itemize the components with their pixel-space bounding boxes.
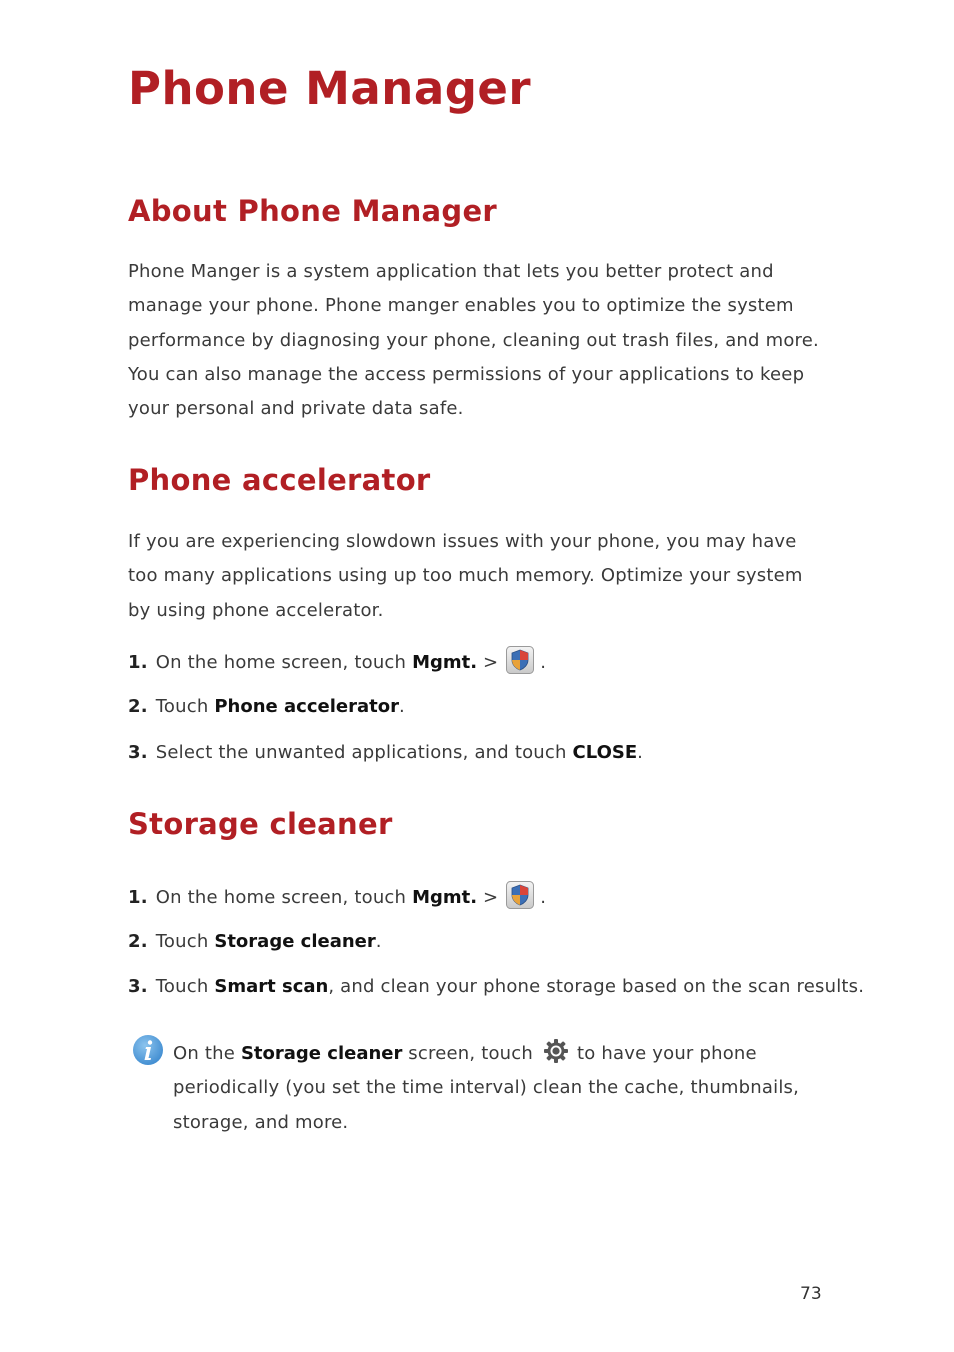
- step-text: On the home screen, touch: [155, 652, 413, 673]
- step-text-end: .: [540, 652, 547, 673]
- section-heading-accelerator: Phone accelerator: [128, 463, 431, 497]
- step-text-suffix: >: [477, 887, 499, 908]
- step-number: 2.: [128, 931, 148, 952]
- note-text-post: to have your phone periodically (you set the time interval) clean the cache, thumbnails, storage, and more.: [173, 1043, 800, 1133]
- step-bold-text: CLOSE: [572, 742, 638, 763]
- step-text: Touch: [155, 696, 215, 717]
- step-text-suffix: .: [637, 742, 644, 763]
- accelerator-step-1: [128, 646, 546, 676]
- storage-step-3: [128, 972, 864, 1002]
- page-title: Phone Manager: [128, 62, 532, 115]
- note-bold-text: Storage cleaner: [240, 1043, 403, 1064]
- accelerator-paragraph: If you are experiencing slowdown issues with your phone, you may have too many applications using up too much memory. Optimize your system by using phone accelerator.: [128, 531, 803, 621]
- phone-manager-shield-icon: [506, 646, 534, 674]
- accelerator-step-3: [128, 738, 643, 768]
- step-text-suffix: .: [398, 696, 405, 717]
- storage-step-2: [128, 927, 382, 957]
- note-text-pre: On the: [173, 1043, 241, 1064]
- step-text-suffix: >: [477, 652, 499, 673]
- step-text-suffix: , and clean your phone storage based on the scan results.: [328, 976, 865, 997]
- info-icon: [132, 1034, 164, 1066]
- step-bold-text: Mgmt.: [412, 887, 478, 908]
- step-bold-text: Phone accelerator: [214, 696, 399, 717]
- step-text-end: .: [540, 887, 547, 908]
- about-paragraph: Phone Manger is a system application that lets you better protect and manage your phone. Phone manger enables you to optimize the system performance by diagnosing your phone, cleaning out trash files, and more. You can also manage the access permissions of your applications to keep your personal and private data safe.: [128, 261, 819, 420]
- page-number: 73: [800, 1284, 822, 1304]
- step-text-suffix: .: [375, 931, 382, 952]
- note-text-mid: screen, touch: [402, 1043, 533, 1064]
- step-number: 3.: [128, 742, 148, 763]
- step-bold-text: Smart scan: [214, 976, 329, 997]
- storage-step-1: [128, 881, 546, 911]
- step-number: 1.: [128, 652, 148, 673]
- step-number: 2.: [128, 696, 148, 717]
- note-text: [173, 1037, 833, 1140]
- step-number: 3.: [128, 976, 148, 997]
- step-bold-text: Storage cleaner: [214, 931, 376, 952]
- accelerator-step-2: [128, 692, 405, 722]
- step-text: Select the unwanted applications, and touch: [155, 742, 573, 763]
- step-bold-text: Mgmt.: [412, 652, 478, 673]
- section-heading-about: About Phone Manager: [128, 194, 498, 228]
- section-heading-storage: Storage cleaner: [128, 807, 393, 841]
- gear-icon: [543, 1038, 569, 1064]
- step-text: On the home screen, touch: [155, 887, 413, 908]
- step-text: Touch: [155, 931, 215, 952]
- step-text: Touch: [155, 976, 215, 997]
- phone-manager-shield-icon: [506, 881, 534, 909]
- step-number: 1.: [128, 887, 148, 908]
